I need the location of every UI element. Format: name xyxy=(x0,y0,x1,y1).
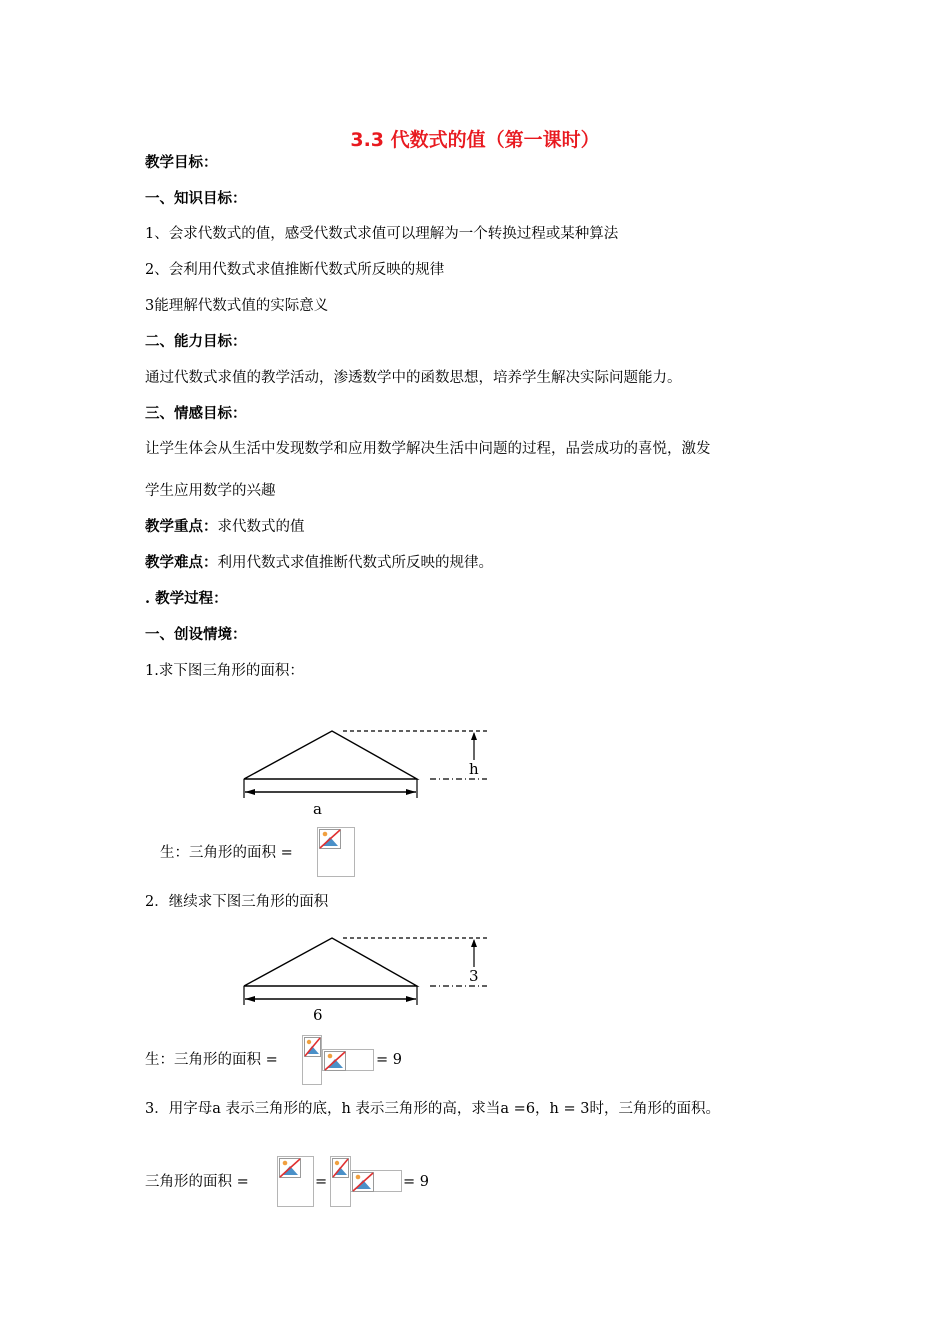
broken-image-icon xyxy=(332,1158,349,1178)
height-label: h xyxy=(469,760,479,778)
formula-image xyxy=(330,1156,351,1207)
ability-text: 通过代数式求值的教学活动，渗透数学中的函数思想，培养学生解决实际问题能力。 xyxy=(145,370,682,386)
base-arrow-head-right xyxy=(406,789,416,795)
height-label: 3 xyxy=(469,967,479,985)
question-2: 2．继续求下图三角形的面积 xyxy=(145,894,329,910)
triangle-figure-2 xyxy=(235,927,495,1012)
question-1: 1.求下图三角形的面积： xyxy=(145,663,304,679)
height-arrow-head-up xyxy=(471,939,477,947)
question-3: 3．用字母a 表示三角形的底，h 表示三角形的高，求当a =6，h = 3时，三角形的面积。 xyxy=(145,1101,720,1117)
page-title: 3.3 代数式的值（第一课时） xyxy=(350,129,600,151)
broken-image-icon xyxy=(304,1037,321,1057)
formula-image xyxy=(277,1156,314,1207)
triangle-figure-1 xyxy=(235,720,495,805)
height-arrow-head-up xyxy=(471,732,477,740)
broken-image-icon xyxy=(324,1051,346,1071)
ability-heading: 二、能力目标： xyxy=(145,333,247,350)
knowledge-item: 3能理解代数式值的实际意义 xyxy=(145,298,329,314)
broken-image-icon xyxy=(319,829,341,849)
key-point xyxy=(145,517,305,537)
formula-image xyxy=(302,1035,322,1085)
difficulty-label: 教学难点： xyxy=(145,554,218,571)
answer-1: 生：三角形的面积 = xyxy=(160,845,293,861)
broken-image-icon xyxy=(279,1158,301,1178)
scenario-heading: 一、创设情境： xyxy=(145,626,247,643)
base-arrow-head-left xyxy=(245,996,255,1002)
answer-2-prefix: 生：三角形的面积 = xyxy=(145,1052,278,1068)
answer-3-equals: = xyxy=(315,1174,328,1190)
base-arrow-head-left xyxy=(245,789,255,795)
answer-3-prefix: 三角形的面积 = xyxy=(145,1174,249,1190)
broken-image-icon xyxy=(352,1172,374,1192)
process-heading: . 教学过程： xyxy=(145,590,228,607)
emotion-heading: 三、情感目标： xyxy=(145,405,247,422)
emotion-text-line1: 让学生体会从生活中发现数学和应用数学解决生活中问题的过程，品尝成功的喜悦，激发 xyxy=(145,441,711,457)
emotion-text-line2: 学生应用数学的兴趣 xyxy=(145,483,276,499)
triangle-shape xyxy=(244,938,417,986)
knowledge-heading: 一、知识目标： xyxy=(145,190,247,207)
base-label: a xyxy=(313,800,322,818)
answer-3-result: = 9 xyxy=(403,1174,429,1190)
difficulty-text: 利用代数式求值推断代数式所反映的规律。 xyxy=(217,555,493,571)
formula-image xyxy=(317,827,355,877)
answer-2-result: = 9 xyxy=(376,1052,402,1068)
knowledge-item: 2、会利用代数式求值推断代数式所反映的规律 xyxy=(145,262,445,278)
formula-image xyxy=(350,1170,402,1192)
key-point-label: 教学重点： xyxy=(145,518,218,535)
formula-image xyxy=(322,1049,374,1071)
base-arrow-head-right xyxy=(406,996,416,1002)
base-label: 6 xyxy=(313,1006,323,1024)
key-point-text: 求代数式的值 xyxy=(217,519,305,535)
objectives-heading: 教学目标： xyxy=(145,154,218,171)
triangle-shape xyxy=(244,731,417,779)
knowledge-item: 1、会求代数式的值，感受代数式求值可以理解为一个转换过程或某种算法 xyxy=(145,226,619,242)
difficulty xyxy=(145,553,493,573)
